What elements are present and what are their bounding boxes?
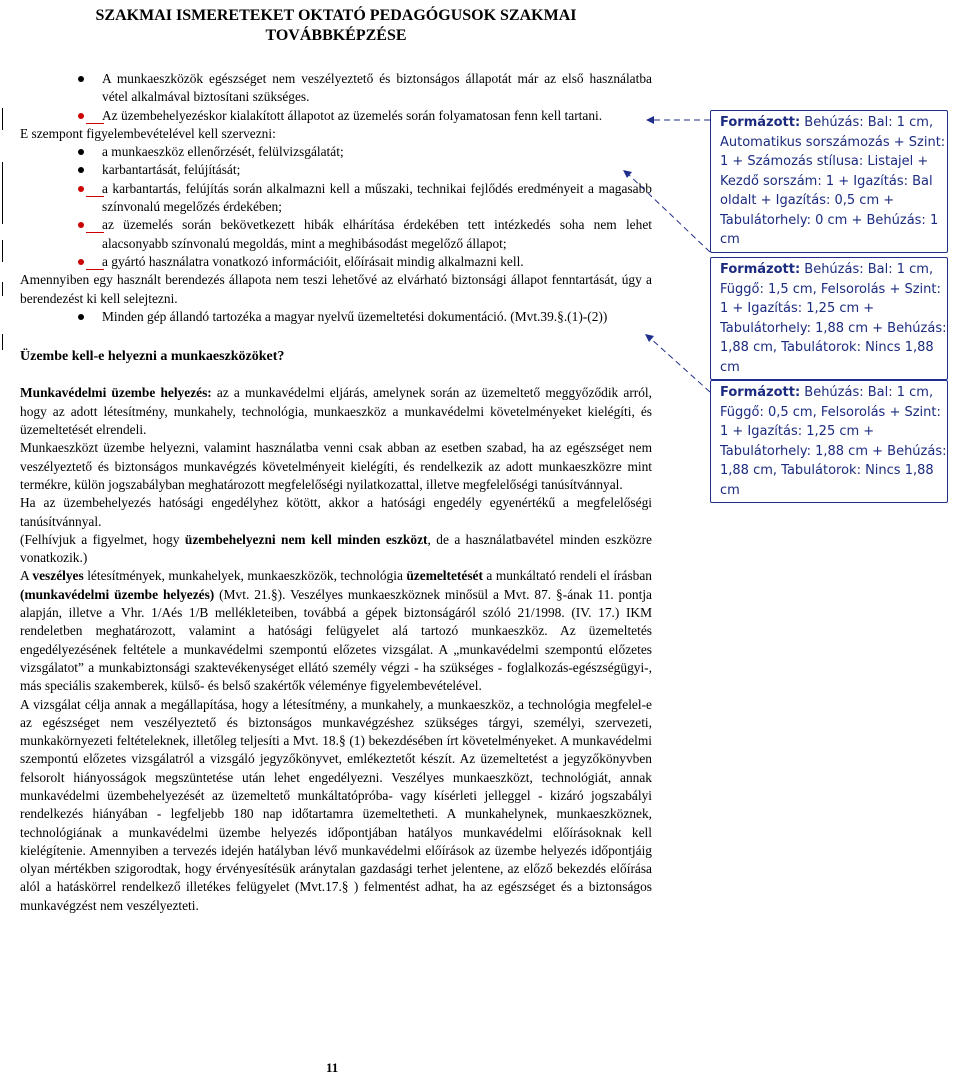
list-item: Minden gép állandó tartozéka a magyar nyelvű üzemeltetési dokumentáció. (Mvt.39.§.(1)-(2)) (20, 308, 652, 326)
section-title: Üzembe kell-e helyezni a munkaeszközöket? (20, 349, 285, 365)
arrow-icon (646, 116, 654, 124)
paragraph: A vizsgálat célja annak a megállapítása, hogy a létesítmény, a munkahely, a munkaeszköz, a technológia megfelel-e az egészséget nem veszélyeztető és biztonságos munkavégzéshez szükséges tárgyi, személyi, szervezeti, munkakörnyezeti feltételeknek, illetőleg teljesíti a Mvt. 18.§ (1) bekezdésében írt követelményeket. A munkavédelmi szempontú előzetes vizsgálatról a vizsgáló jegyzőkönyvet, emlékeztetőt készít. Az üzemeltetést a jegyzőkönyvben felsorolt hiányosságok megszüntetése után lehet engedélyezni. Veszélyes munkaeszközt, technológiát, annak munkavédelmi üzembehelyezését az üzemeltető munkáltatópróba- vagy kísérleti jelleggel - kizáró jogszabályi rendelkezés hiányában - legfeljebb 180 nap időtartamra üzemeltetheti. A munkahelynek, munkaeszköznek, technológiának a munkavédelmi üzembe helyezés időpontjában hatályos munkavédelmi előírásoknak kell kielégítenie. Amennyiben a tervezés idején hatályban lévő munkavédelmi előírások az üzembe helyezés időpontjáig olyan mértékben szigorodtak, hogy érvényesítésük aránytalan gazdasági terhet jelentene, az előző bekezdés előírása alól a hatáskörrel rendelkező illetékes felügyelet (Mvt.17.§ ) felmentést adhat, ha az egészséget és a biztonságos munkavégzést nem veszélyezteti. (20, 696, 652, 913)
list-item: A munkaeszközök egészséget nem veszélyeztető és biztonságos állapotát már az első használatba vétel alkalmával biztosítani szükséges. (20, 70, 652, 107)
list-item: Az üzembehelyezéskor kialakított állapotot az üzemelés során folyamatosan fenn kell tartani. (20, 107, 652, 125)
page-header: SZAKMAI ISMERETEKET OKTATÓ PEDAGÓGUSOK SZAKMAI TOVÁBBKÉPZÉSE (95, 7, 577, 44)
paragraph: Munkavédelmi üzembe helyezés: az a munkavédelmi eljárás, amelynek során az üzemeltető meggyőződik arról, hogy az adott létesítmény, munkahely, technológia, munkaeszköz a munkavédelmi követelményeket kielégíti, és üzemeltetését elrendeli. (20, 385, 653, 438)
paragraph: Munkaeszközt üzembe helyezni, valamint használatba venni csak abban az esetben szabad, ha az egészséget nem veszélyeztető és biztonságos munkavégzés követelményeit kielégíti, és rendelkezik az adott munkaeszközre mint termékre, külön jogszabályban meghatározott megfelelőségi nyilatkozattal, illetve megfelelőségi tanúsítvánnyal. (20, 440, 652, 492)
paragraph: Ha az üzembehelyezés hatósági engedélyhez kötött, akkor a hatósági engedély egyenértékű a megfelelőségi tanúsítvánnyal. (20, 495, 652, 529)
list-item: a munkaeszköz ellenőrzését, felülvizsgálatát; (20, 143, 652, 161)
page-number: 11 (326, 1060, 339, 1075)
arrow-icon (645, 334, 654, 342)
revision-balloon[interactable]: Formázott: Behúzás: Bal: 1 cm, Függő: 1,5 cm, Felsorolás + Szint: 1 + Igazítás: 1,25 cm + Tabulátorhely: 1,88 cm + Behúzás: 1,88 cm, Tabulátorok: Nincs 1,88 cm (710, 257, 948, 380)
revision-balloon[interactable]: Formázott: Behúzás: Bal: 1 cm, Függő: 0,5 cm, Felsorolás + Szint: 1 + Igazítás: 1,25 cm + Tabulátorhely: 1,88 cm + Behúzás: 1,88 cm, Tabulátorok: Nincs 1,88 cm (710, 380, 948, 503)
list-item: az üzemelés során bekövetkezett hibák elhárítása érdekében tett intézkedés soha nem lehet alacsonyabb színvonalú megoldás, mint a meghibásodást megelőző állapot; (20, 216, 652, 253)
list-item: karbantartását, felújítását; (20, 161, 652, 179)
paragraph: Amennyiben egy használt berendezés állapota nem teszi lehetővé az elvárható biztonsági állapot fenntartását, úgy a berendezést ki kell selejtezni. (20, 272, 652, 306)
arrow-icon (623, 170, 632, 178)
list-item: a karbantartás, felújítás során alkalmazni kell a műszaki, technikai fejlődés eredményeit a magasabb színvonalú megelőzés érdekében; (20, 180, 652, 217)
paragraph: A veszélyes létesítmények, munkahelyek, munkaeszközök, technológia üzemeltetését a munkáltató rendeli el írásban (munkavédelmi üzembe helyezés) (Mvt. 21.§). Veszélyes munkaeszköznek minősül a Mvt. 87. §-ának 11. pontja alapján, illetve a Vhr. 1/Aés 1/B mellékleteiben, továbbá a gépek biztonságáról szóló 21/1998. (IV. 17.) IKM rendeletben meghatározott, valamint a hatósági felügyelet alá tartozó munkaeszköz. Az üzemeltetés engedélyezésének feltétele a munkavédelmi szempontú előzetes vizsgálat. A „munkavédelmi szempontú előzetes vizsgálatot” a munkabiztonsági szaktevékenységet ellátó személy végzi - ha szükséges - foglalkozás-egészségügyi-, más speciális szakemberek, külső- és belső szakértők véleménye figyelembevételével. (20, 568, 652, 694)
connector-line (650, 338, 710, 392)
revision-balloon[interactable]: Formázott: Behúzás: Bal: 1 cm, Automatikus sorszámozás + Szint: 1 + Számozás stílusa: Listajel + Kezdő sorszám: 1 + Igazítás: Bal oldalt + Igazítás: 0,5 cm + Tabulátorhely: 0 cm + Behúzás: 1 cm (710, 110, 948, 253)
connector-line (628, 174, 710, 252)
intro-text: E szempont figyelembevételével kell szervezni: (20, 125, 276, 141)
list-item: a gyártó használatra vonatkozó információit, előírásait mindig alkalmazni kell. (20, 253, 652, 271)
paragraph: (Felhívjuk a figyelmet, hogy üzembehelyezni nem kell minden eszközt, de a használatbavétel minden eszközre vonatkozik.) (20, 531, 652, 566)
